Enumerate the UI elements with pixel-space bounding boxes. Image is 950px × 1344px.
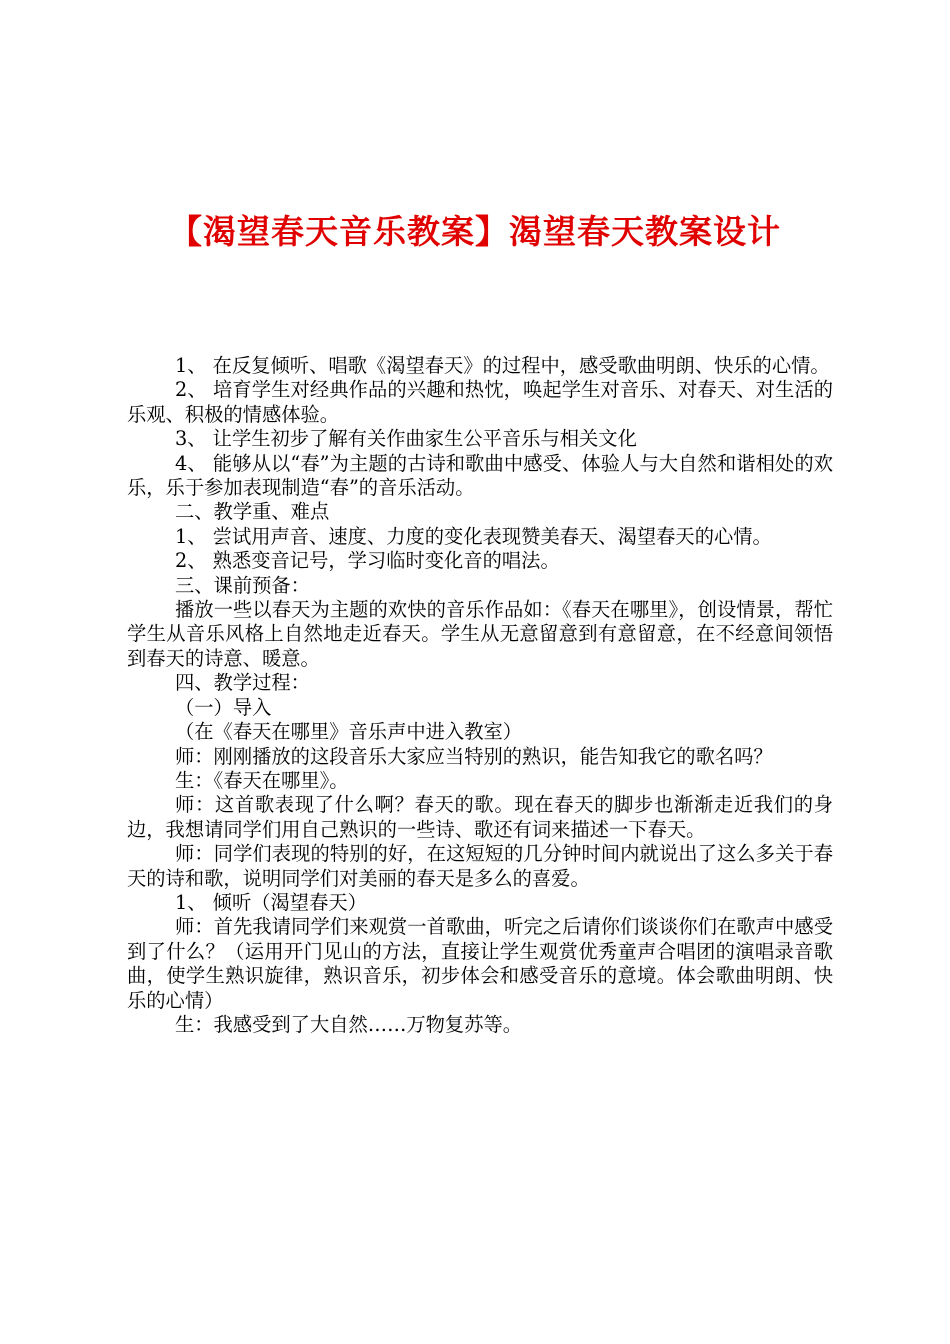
paragraph-dialogue: 生：我感受到了大自然……万物复苏等。 (175, 1012, 523, 1036)
document-title: 【渴望春天音乐教案】渴望春天教案设计 (169, 212, 781, 251)
paragraph-objective-2: 2、 培育学生对经典作品的兴趣和热忱，唤起学生对音乐、对春天、对生活的乐观、积极的情感体验。 (127, 378, 833, 426)
section-heading-process: 四、教学过程： (175, 671, 310, 695)
paragraph-key-point-2: 2、 熟悉变音记号，学习临时变化音的唱法。 (175, 549, 560, 573)
document-body (127, 354, 833, 1037)
paragraph-stage-direction: （在《春天在哪里》音乐声中进入教室） (175, 720, 523, 744)
section-heading-key-points: 二、教学重、难点 (175, 500, 330, 524)
paragraph-key-point-1: 1、 尝试用声音、速度、力度的变化表现赞美春天、渴望春天的心情。 (175, 524, 772, 548)
paragraph-objective-1: 1、 在反复倾听、唱歌《渴望春天》的过程中，感受歌曲明朗、快乐的心情。 (175, 354, 830, 377)
paragraph-dialogue: 师：这首歌表现了什么啊？春天的歌。现在春天的脚步也渐渐走近我们的身边，我想请同学们用自己熟识的一些诗、歌还有词来描述一下春天。 (127, 793, 833, 841)
paragraph-objective-3: 3、 让学生初步了解有关作曲家生公平音乐与相关文化 (175, 427, 637, 451)
paragraph-dialogue: 师：同学们表现的特别的好，在这短短的几分钟时间内就说出了这么多关于春天的诗和歌，说明同学们对美丽的春天是多么的喜爱。 (127, 842, 833, 890)
paragraph-preparation: 播放一些以春天为主题的欢快的音乐作品如：《春天在哪里》，创设情景，帮忙学生从音乐风格上自然地走近春天。学生从无意留意到有意留意，在不经意间领悟到春天的诗意、暖意。 (127, 598, 833, 670)
subheading-listening: 1、 倾听（渴望春天） (175, 890, 367, 914)
paragraph-dialogue: 师：刚刚播放的这段音乐大家应当特别的熟识，能告知我它的歌名吗？ (175, 744, 773, 768)
subheading-introduction: （一）导入 (175, 695, 272, 719)
paragraph-dialogue: 师：首先我请同学们来观赏一首歌曲，听完之后请你们谈谈你们在歌声中感受到了什么？（运用开门见山的方法，直接让学生观赏优秀童声合唱团的演唱录音歌曲，使学生熟识旋律，熟识音乐，初步体会和感受音乐的意境。体会歌曲明朗、快乐的心情） (127, 915, 833, 1012)
paragraph-dialogue: 生：《春天在哪里》。 (175, 768, 349, 792)
section-heading-preparation: 三、课前预备： (175, 573, 310, 597)
paragraph-objective-4: 4、 能够从以“春”为主题的古诗和歌曲中感受、体验人与大自然和谐相处的欢乐，乐于参加表现制造“春”的音乐活动。 (127, 451, 833, 500)
